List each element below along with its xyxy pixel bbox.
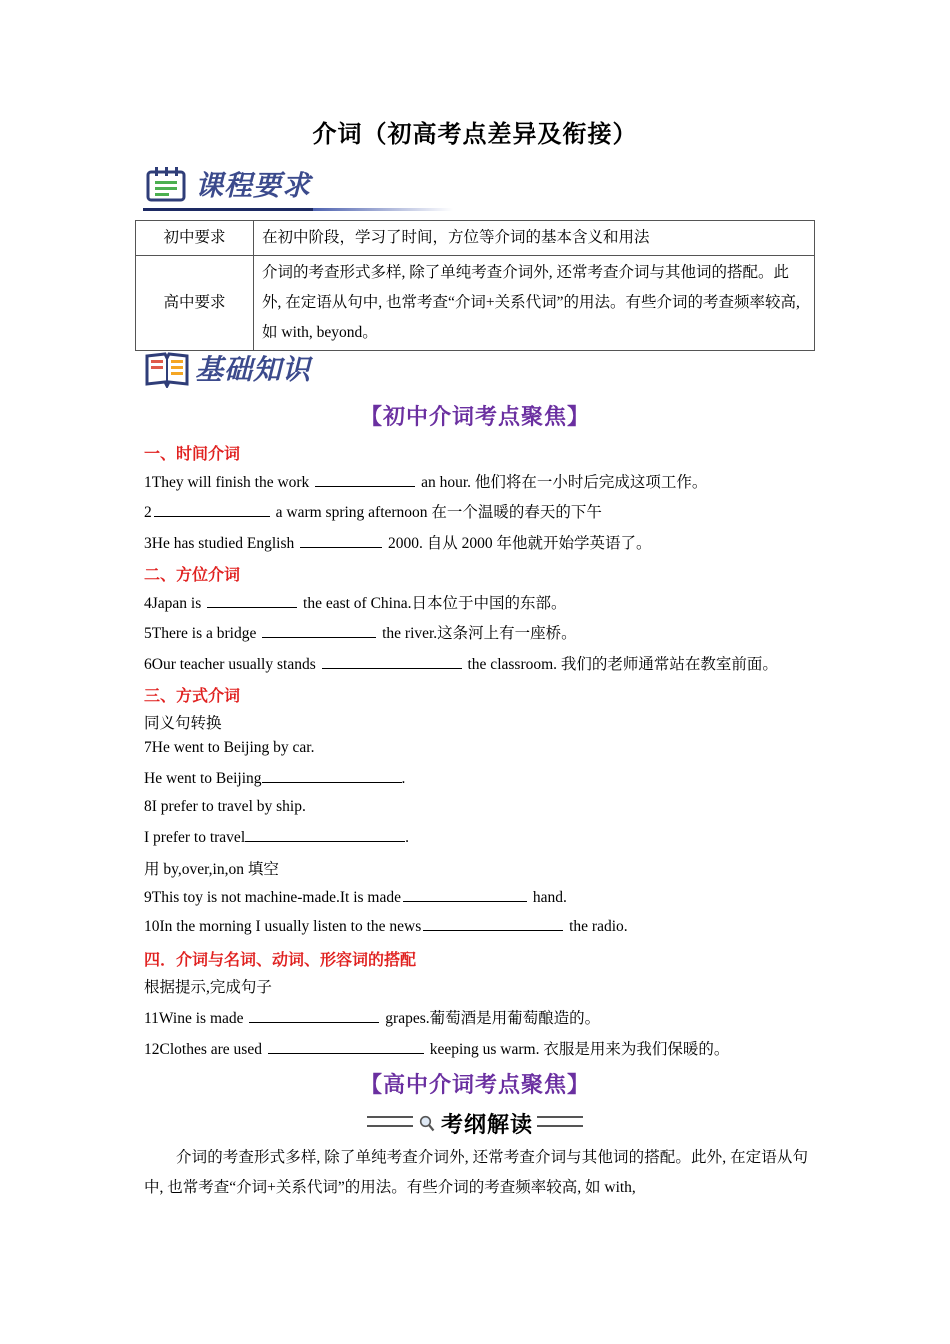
banner-title: 基础知识	[195, 353, 312, 386]
row-content: 介词的考查形式多样, 除了单纯考查介词外, 还常考查介词与其他词的搭配。此外, 在定语从句中, 也常考查“介词+关系代词”的用法。有些介词的考查频率较高, 如 with, beyond。	[254, 256, 815, 351]
decorative-double-rule	[367, 1116, 413, 1127]
notepad-icon	[145, 166, 189, 204]
row-label: 高中要求	[136, 256, 254, 351]
table-row	[136, 221, 815, 256]
junior-section-heading: 【初中介词考点聚焦】	[359, 404, 590, 429]
answer-blank	[315, 472, 415, 487]
decorative-double-rule	[537, 1116, 583, 1127]
magnifier-icon	[419, 1115, 435, 1133]
question-5: 5There is a bridge the river.这条河上有一座桥。	[144, 625, 577, 642]
answer-blank	[154, 502, 270, 517]
question-7-rewrite: He went to Beijing .	[144, 770, 406, 787]
question-4: 4Japan is the east of China.日本位于中国的东部。	[144, 595, 567, 612]
instruction-fill: 用 by,over,in,on 填空	[144, 861, 279, 878]
answer-blank	[262, 768, 402, 783]
answer-blank	[245, 827, 405, 842]
collocation-heading: 四．介词与名词、动词、形容词的搭配	[144, 952, 417, 969]
banner-underline	[143, 208, 313, 211]
question-7: 7He went to Beijing by car.	[144, 739, 315, 756]
syllabus-paragraph: 介词的考查形式多样, 除了单纯考查介词外, 还常考查介词与其他词的搭配。此外, 在定语从句中, 也常考查“介词+关系代词”的用法。有些介词的考查频率较高, 如 with,	[144, 1149, 808, 1196]
table-row	[136, 256, 815, 351]
answer-blank	[403, 887, 527, 902]
question-2: 2 a warm spring afternoon 在一个温暖的春天的下午	[144, 504, 602, 521]
row-label: 初中要求	[136, 221, 254, 256]
senior-section-heading: 【高中介词考点聚焦】	[359, 1072, 590, 1097]
question-8: 8I prefer to travel by ship.	[144, 798, 306, 815]
question-6: 6Our teacher usually stands the classroom. 我们的老师通常站在教室前面。	[144, 656, 778, 673]
course-requirements-banner	[143, 164, 443, 210]
answer-blank	[207, 593, 297, 608]
location-prepositions-heading: 二、方位介词	[144, 567, 241, 584]
requirements-table	[135, 220, 815, 351]
manner-prepositions-heading: 三、方式介词	[144, 688, 241, 705]
instruction-synonym: 同义句转换	[144, 715, 222, 732]
question-9: 9This toy is not machine-made.It is made hand.	[144, 889, 567, 906]
basic-knowledge-banner	[143, 348, 443, 394]
syllabus-interpretation-heading: 考纲解读	[0, 1108, 950, 1136]
row-content: 在初中阶段，学习了时间，方位等介词的基本含义和用法	[254, 221, 815, 256]
answer-blank	[249, 1008, 379, 1023]
document-title: 介词（初高考点差异及衔接）	[312, 122, 638, 148]
instruction-complete: 根据提示,完成句子	[144, 979, 272, 996]
question-1: 1They will finish the work an hour. 他们将在一小时后完成这项工作。	[144, 474, 708, 491]
question-11: 11Wine is made grapes.葡萄酒是用葡萄酿造的。	[144, 1010, 601, 1027]
answer-blank	[268, 1039, 424, 1054]
question-12: 12Clothes are used keeping us warm. 衣服是用来为我们保暖的。	[144, 1041, 730, 1058]
question-3: 3He has studied English 2000. 自从 2000 年他就开始学英语了。	[144, 535, 652, 552]
answer-blank	[423, 916, 563, 931]
question-10: 10In the morning I usually listen to the news the radio.	[144, 918, 628, 935]
answer-blank	[300, 533, 382, 548]
answer-blank	[262, 623, 376, 638]
banner-title: 课程要求	[195, 169, 312, 202]
time-prepositions-heading: 一、时间介词	[144, 446, 241, 463]
banner-underline-fade	[313, 208, 453, 211]
open-book-icon	[145, 350, 189, 388]
answer-blank	[322, 654, 462, 669]
question-8-rewrite: I prefer to travel .	[144, 829, 409, 846]
